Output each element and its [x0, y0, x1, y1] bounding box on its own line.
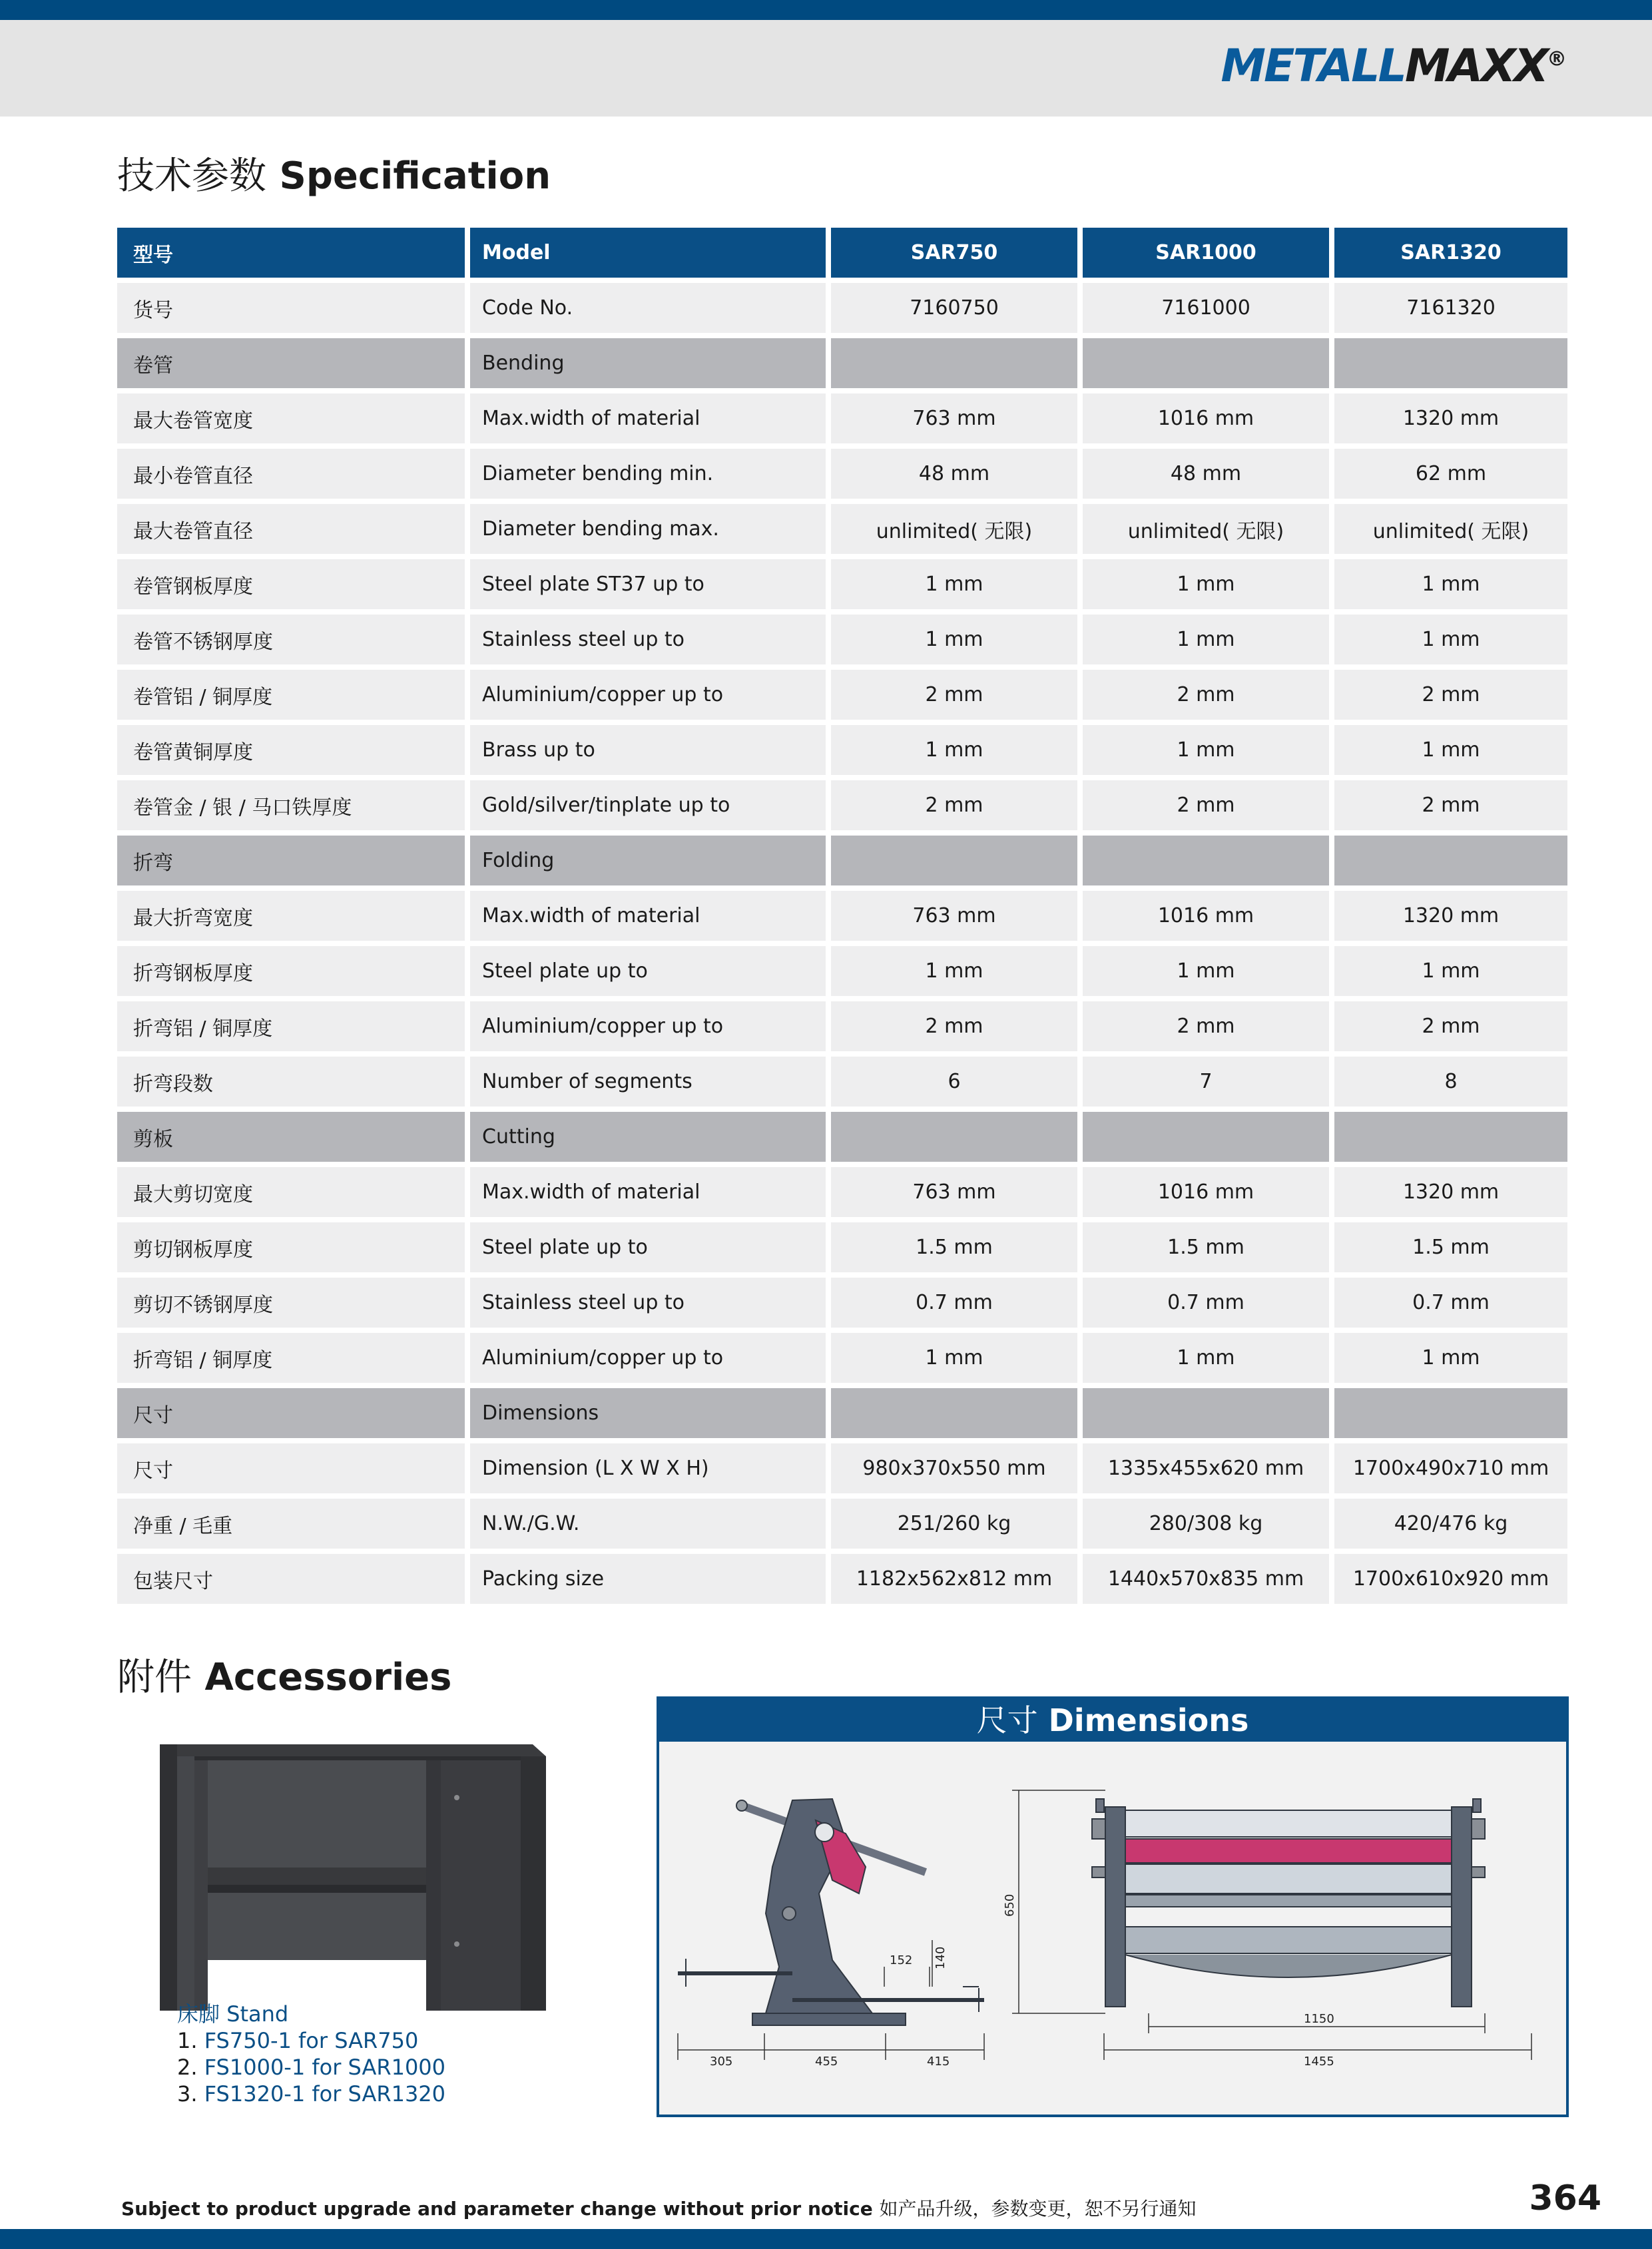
table-cell: 最大剪切宽度: [117, 1167, 465, 1222]
table-cell: 1700x610x920 mm: [1334, 1554, 1567, 1609]
table-cell: Packing size: [470, 1554, 826, 1609]
table-cell: SAR1000: [1083, 228, 1329, 283]
table-cell: Folding: [470, 836, 826, 891]
table-cell: 2 mm: [1083, 780, 1329, 836]
page-number: 364: [1529, 2178, 1601, 2218]
table-cell: 1320 mm: [1334, 1167, 1567, 1222]
dim-b: 140: [934, 1946, 948, 1969]
table-cell: 7161000: [1083, 283, 1329, 338]
table-cell: Number of segments: [470, 1057, 826, 1112]
table-cell: 1 mm: [1083, 559, 1329, 615]
table-cell: 1320 mm: [1334, 393, 1567, 449]
table-cell: 0.7 mm: [1334, 1278, 1567, 1333]
table-cell: [1334, 1388, 1567, 1443]
table-cell: 最大卷管宽度: [117, 393, 465, 449]
dimensions-title: 尺寸 Dimensions: [659, 1699, 1566, 1742]
table-cell: [1334, 1112, 1567, 1167]
table-row: [117, 1499, 1567, 1554]
table-cell: Diameter bending min.: [470, 449, 826, 504]
dim-left2: 455: [815, 2055, 838, 2069]
table-row: [117, 946, 1567, 1001]
table-cell: 1 mm: [1334, 559, 1567, 615]
table-cell: Model: [470, 228, 826, 283]
table-group-row: [117, 1112, 1567, 1167]
table-cell: 2 mm: [831, 670, 1077, 725]
table-cell: 折弯: [117, 836, 465, 891]
table-cell: 包装尺寸: [117, 1554, 465, 1609]
table-row: [117, 449, 1567, 504]
table-cell: [1334, 338, 1567, 393]
table-row: [117, 725, 1567, 780]
table-cell: [831, 836, 1077, 891]
table-cell: 卷管铝 / 铜厚度: [117, 670, 465, 725]
table-cell: 1.5 mm: [1334, 1222, 1567, 1278]
table-cell: Aluminium/copper up to: [470, 1001, 826, 1057]
stand-caption: [177, 2001, 445, 2107]
table-row: [117, 891, 1567, 946]
table-cell: 剪切钢板厚度: [117, 1222, 465, 1278]
table-row: [117, 283, 1567, 338]
table-row: [117, 393, 1567, 449]
table-cell: 1 mm: [1083, 946, 1329, 1001]
table-row: [117, 780, 1567, 836]
table-row: [117, 559, 1567, 615]
list-item-text: FS1320-1 for SAR1320: [204, 2081, 446, 2107]
table-cell: SAR750: [831, 228, 1077, 283]
table-row: [117, 1443, 1567, 1499]
table-cell: [1334, 836, 1567, 891]
table-cell: 8: [1334, 1057, 1567, 1112]
footer-note: Subject to product upgrade and parameter change without prior notice 如产品升级，参数变更，恕不另行通知: [121, 2198, 1197, 2220]
table-cell: 净重 / 毛重: [117, 1499, 465, 1554]
table-cell: 2 mm: [1083, 1001, 1329, 1057]
table-cell: Max.width of material: [470, 1167, 826, 1222]
brand-logo: METALLMAXX®: [1221, 40, 1567, 93]
table-cell: SAR1320: [1334, 228, 1567, 283]
table-group-row: [117, 836, 1567, 891]
list-item-text: FS750-1 for SAR750: [204, 2028, 419, 2053]
table-row: [117, 1167, 1567, 1222]
table-cell: Diameter bending max.: [470, 504, 826, 559]
table-cell: 折弯段数: [117, 1057, 465, 1112]
table-cell: 1.5 mm: [831, 1222, 1077, 1278]
table-group-row: [117, 338, 1567, 393]
table-cell: 2 mm: [831, 1001, 1077, 1057]
table-cell: 1 mm: [1334, 615, 1567, 670]
table-cell: Steel plate ST37 up to: [470, 559, 826, 615]
table-cell: 763 mm: [831, 1167, 1077, 1222]
list-item-number: 2.: [177, 2055, 198, 2080]
table-cell: [831, 1388, 1077, 1443]
dimensions-panel: [657, 1696, 1569, 2117]
table-cell: 1 mm: [831, 1333, 1077, 1388]
table-cell: 1 mm: [831, 725, 1077, 780]
front-view: [1092, 1799, 1485, 2007]
table-cell: 最小卷管直径: [117, 449, 465, 504]
dim-left1: 305: [710, 2055, 733, 2069]
table-cell: 7: [1083, 1057, 1329, 1112]
table-cell: 0.7 mm: [1083, 1278, 1329, 1333]
table-cell: [831, 1112, 1077, 1167]
table-cell: Gold/silver/tinplate up to: [470, 780, 826, 836]
table-cell: unlimited( 无限): [1334, 504, 1567, 559]
table-cell: Code No.: [470, 283, 826, 338]
table-cell: 卷管钢板厚度: [117, 559, 465, 615]
table-cell: 1016 mm: [1083, 393, 1329, 449]
table-cell: 0.7 mm: [831, 1278, 1077, 1333]
table-cell: 763 mm: [831, 393, 1077, 449]
accessories-title: 附件 Accessories: [117, 1656, 452, 1699]
table-cell: 251/260 kg: [831, 1499, 1077, 1554]
stand-list: [177, 2027, 445, 2107]
top-bar: [0, 0, 1652, 20]
table-cell: 卷管: [117, 338, 465, 393]
table-cell: 1700x490x710 mm: [1334, 1443, 1567, 1499]
table-cell: Max.width of material: [470, 891, 826, 946]
table-cell: 7160750: [831, 283, 1077, 338]
table-cell: Steel plate up to: [470, 946, 826, 1001]
table-cell: 62 mm: [1334, 449, 1567, 504]
table-row: [117, 504, 1567, 559]
list-item: [177, 2054, 445, 2081]
table-cell: 卷管金 / 银 / 马口铁厚度: [117, 780, 465, 836]
table-cell: 1 mm: [1334, 1333, 1567, 1388]
table-cell: unlimited( 无限): [831, 504, 1077, 559]
table-cell: N.W./G.W.: [470, 1499, 826, 1554]
table-cell: 最大折弯宽度: [117, 891, 465, 946]
stand-image: [133, 1718, 559, 2011]
table-cell: 1 mm: [1083, 1333, 1329, 1388]
table-group-row: [117, 1388, 1567, 1443]
table-cell: Dimension (L X W X H): [470, 1443, 826, 1499]
table-cell: 尺寸: [117, 1443, 465, 1499]
table-cell: 1 mm: [1334, 946, 1567, 1001]
dim-left3: 415: [927, 2055, 950, 2069]
table-row: [117, 1554, 1567, 1609]
table-cell: 1016 mm: [1083, 891, 1329, 946]
table-cell: 卷管黄铜厚度: [117, 725, 465, 780]
table-cell: 剪切不锈钢厚度: [117, 1278, 465, 1333]
table-cell: 7161320: [1334, 283, 1567, 338]
dim-inner: 1150: [1304, 2012, 1334, 2026]
table-header-row: [117, 228, 1567, 283]
table-row: [117, 615, 1567, 670]
table-cell: 折弯钢板厚度: [117, 946, 465, 1001]
table-cell: 货号: [117, 283, 465, 338]
bottom-bar: [0, 2229, 1652, 2249]
table-cell: 2 mm: [831, 780, 1077, 836]
table-cell: 1 mm: [1334, 725, 1567, 780]
dim-a: 152: [890, 1953, 913, 1967]
list-item-number: 3.: [177, 2081, 198, 2107]
table-row: [117, 1222, 1567, 1278]
table-cell: Bending: [470, 338, 826, 393]
table-cell: 420/476 kg: [1334, 1499, 1567, 1554]
table-cell: [1083, 1388, 1329, 1443]
table-cell: [1083, 338, 1329, 393]
table-cell: 763 mm: [831, 891, 1077, 946]
table-cell: 剪板: [117, 1112, 465, 1167]
table-cell: [831, 338, 1077, 393]
table-cell: 1440x570x835 mm: [1083, 1554, 1329, 1609]
dimensions-drawing: [666, 1747, 1559, 2112]
list-item-number: 1.: [177, 2028, 198, 2053]
table-cell: 2 mm: [1334, 1001, 1567, 1057]
table-cell: [1083, 836, 1329, 891]
table-cell: Stainless steel up to: [470, 1278, 826, 1333]
spec-title: 技术参数 Specification: [117, 154, 551, 198]
table-row: [117, 1057, 1567, 1112]
table-cell: 1182x562x812 mm: [831, 1554, 1077, 1609]
table-row: [117, 1278, 1567, 1333]
table-cell: Brass up to: [470, 725, 826, 780]
table-row: [117, 670, 1567, 725]
table-cell: 1 mm: [1083, 725, 1329, 780]
table-cell: 1016 mm: [1083, 1167, 1329, 1222]
table-cell: Max.width of material: [470, 393, 826, 449]
table-cell: 卷管不锈钢厚度: [117, 615, 465, 670]
table-cell: Cutting: [470, 1112, 826, 1167]
table-cell: 1320 mm: [1334, 891, 1567, 946]
table-row: [117, 1333, 1567, 1388]
table-cell: 1335x455x620 mm: [1083, 1443, 1329, 1499]
table-cell: 6: [831, 1057, 1077, 1112]
list-item: [177, 2081, 445, 2107]
table-cell: 折弯铝 / 铜厚度: [117, 1333, 465, 1388]
table-cell: 2 mm: [1334, 780, 1567, 836]
table-cell: Stainless steel up to: [470, 615, 826, 670]
stand-label: 床脚 Stand: [177, 2001, 289, 2027]
table-cell: 1 mm: [831, 559, 1077, 615]
table-row: [117, 1001, 1567, 1057]
table-cell: 最大卷管直径: [117, 504, 465, 559]
table-cell: unlimited( 无限): [1083, 504, 1329, 559]
table-cell: 280/308 kg: [1083, 1499, 1329, 1554]
side-view: [678, 1799, 984, 2025]
list-item-text: FS1000-1 for SAR1000: [204, 2055, 446, 2080]
table-cell: 折弯铝 / 铜厚度: [117, 1001, 465, 1057]
dim-outer: 1455: [1304, 2055, 1334, 2069]
table-cell: Steel plate up to: [470, 1222, 826, 1278]
table-cell: Aluminium/copper up to: [470, 1333, 826, 1388]
table-cell: 尺寸: [117, 1388, 465, 1443]
table-cell: 980x370x550 mm: [831, 1443, 1077, 1499]
table-cell: Aluminium/copper up to: [470, 670, 826, 725]
table-cell: 48 mm: [831, 449, 1077, 504]
table-cell: Dimensions: [470, 1388, 826, 1443]
dim-height: 650: [1003, 1893, 1017, 1917]
table-cell: 48 mm: [1083, 449, 1329, 504]
table-cell: 1.5 mm: [1083, 1222, 1329, 1278]
table-cell: 1 mm: [831, 946, 1077, 1001]
table-cell: 2 mm: [1334, 670, 1567, 725]
spec-table: [112, 228, 1573, 1609]
table-cell: 2 mm: [1083, 670, 1329, 725]
table-cell: 1 mm: [831, 615, 1077, 670]
table-cell: 型号: [117, 228, 465, 283]
list-item: [177, 2027, 445, 2054]
table-cell: 1 mm: [1083, 615, 1329, 670]
table-cell: [1083, 1112, 1329, 1167]
